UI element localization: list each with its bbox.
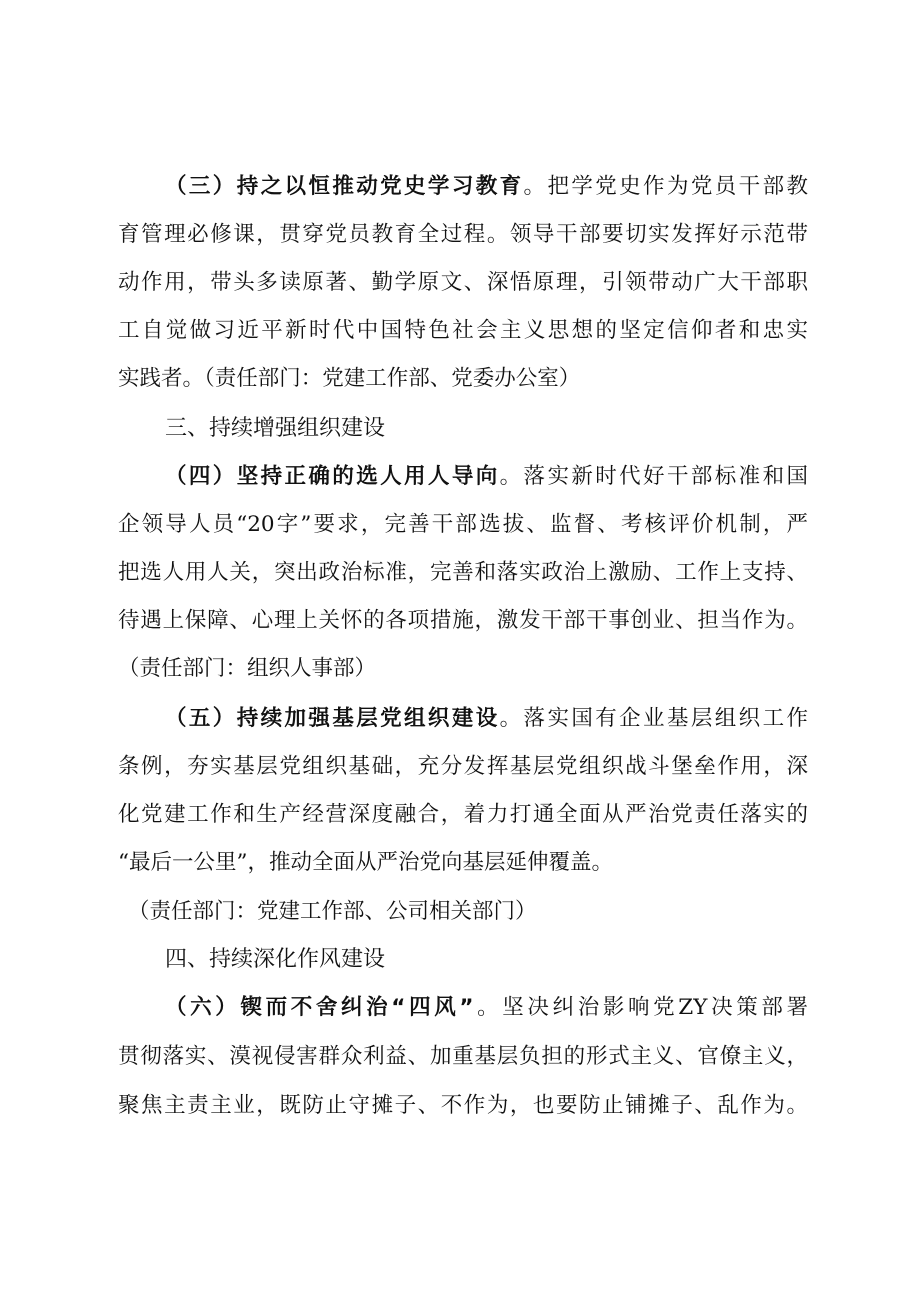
item4-line2: 企领导人员“20字”要求，完善干部选拔、监督、考核评价机制，严	[118, 512, 808, 537]
item5-line5: （责任部门：党建工作部、公司相关部门）	[128, 899, 537, 924]
item3-line2: 育管理必修课，贯穿党员教育全过程。领导干部要切实发挥好示范带	[118, 222, 808, 247]
item4-line3: 把选人用人关，突出政治标准，完善和落实政治上激励、工作上支持、	[118, 560, 808, 585]
item5-title: （五）持续加强基层党组织建设	[165, 706, 500, 731]
item3-title: （三）持之以恒推动党史学习教育	[165, 174, 524, 199]
item3-line1	[165, 170, 808, 204]
item6-line1	[165, 991, 808, 1025]
item4-line1	[165, 460, 808, 494]
item6-line2: 贯彻落实、漠视侵害群众利益、加重基层负担的形式主义、官僚主义，	[118, 1044, 808, 1069]
item3-line5: 实践者。（责任部门：党建工作部、党委办公室）	[118, 366, 581, 391]
item3-line1-text: 。把学党史作为党员干部教	[523, 174, 808, 199]
item4-line5: （责任部门：组织人事部）	[118, 656, 377, 681]
section-heading-3: 三、持续增强组织建设	[165, 416, 386, 441]
item5-line2: 条例，夯实基层党组织基础，充分发挥基层党组织战斗堡垒作用，深	[118, 754, 808, 779]
item5-line1-text: 。落实国有企业基层组织工作	[499, 706, 808, 731]
item4-title: （四）坚持正确的选人用人导向	[165, 464, 500, 489]
item6-line3: 聚焦主责主业，既防止守摊子、不作为，也要防止铺摊子、乱作为。	[118, 1093, 808, 1118]
item3-line4: 工自觉做习近平新时代中国特色社会主义思想的坚定信仰者和忠实	[118, 318, 808, 343]
item6-title: （六）锲而不舍纠治“四风”	[165, 995, 474, 1020]
item3-line3: 动作用，带头多读原著、勤学原文、深悟原理，引领带动广大干部职	[118, 270, 808, 295]
item5-line3: 化党建工作和生产经营深度融合，着力打通全面从严治党责任落实的	[118, 802, 808, 827]
item5-line4: “最后一公里”，推动全面从严治党向基层延伸覆盖。	[118, 850, 613, 875]
item4-line1-text: 。落实新时代好干部标准和国	[499, 464, 808, 489]
item4-line4: 待遇上保障、心理上关怀的各项措施，激发干部干事创业、担当作为。	[118, 608, 808, 633]
section-heading-4: 四、持续深化作风建设	[165, 947, 386, 972]
item6-line1-text: 。坚决纠治影响党ZY决策部署	[473, 995, 809, 1020]
item5-line1	[165, 702, 808, 736]
